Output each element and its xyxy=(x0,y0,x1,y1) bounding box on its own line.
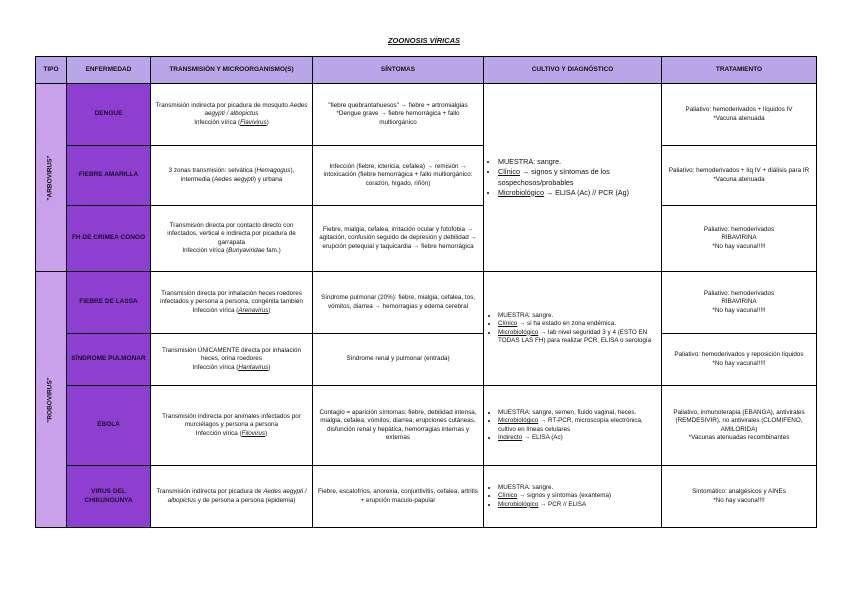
symptoms-cell: Síndrome pulmonar (20%): fiebre, mialgia, cefalea, tos, vómitos, diarrea → hemorragias y edema cerebral xyxy=(313,272,484,334)
treatment-cell: Paliativo: hemoderivados y reposición líquidos *No hay vacuna!!!!! xyxy=(662,334,817,386)
diagnosis-cell-arbovirus xyxy=(484,84,662,272)
treatment-cell: Sintomático: analgésicos y AINEs *No hay vacuna!!!! xyxy=(662,466,817,528)
treatment-cell: Paliativo: hemoderivados RIBAVIRINA *No hay vacuna!!!!! xyxy=(662,206,817,272)
transmission-cell: Transmisión directa por inhalación heces roedores infectados y persona a persona, congénita también Infección vírica (Arenavirus) xyxy=(151,272,313,334)
diagnosis-indirect: • Indirecto → ELISA (Ac) xyxy=(498,434,657,443)
treatment-cell: Paliativo: hemoderivados RIBAVIRINA *No hay vacuna!!!!! xyxy=(662,272,817,334)
table-row-lassa xyxy=(36,272,817,334)
header-tipo: TIPO xyxy=(36,57,67,84)
header-cultivo: CULTIVO Y DIAGNÓSTICO xyxy=(484,57,662,84)
diagnosis-clinical: • Clínico → si ha estado en zona endémica. xyxy=(498,320,657,329)
symptoms-cell: "fiebre quebrantahuesos" → fiebre + artromialgias *Dengue grave → fiebre hemorrágica + fallo multiorgánico xyxy=(313,84,484,146)
table-row-fiebre-amarilla xyxy=(36,146,817,206)
transmission-cell: Transmisión indirecta por picadura de Aedes aegypti / albopictus y de persona a persona (epidemia) xyxy=(151,466,313,528)
header-sintomas: SÍNTOMAS xyxy=(313,57,484,84)
diagnosis-clinical: • Clínico → signos y síntomas (exantema) xyxy=(498,492,657,501)
disease-name: FIEBRE AMARILLA xyxy=(67,146,151,206)
group-label: "ARBOVIRUS" xyxy=(46,154,54,201)
disease-name: FIEBRE DE LASSA xyxy=(67,272,151,334)
disease-name: ÉBOLA xyxy=(67,386,151,466)
group-robovirus xyxy=(36,272,67,528)
table-row-ebola xyxy=(36,386,817,466)
transmission-cell: 3 zonas transmisión: selvática (Hemagogus), intermedia (Aedes aegypti) y urbana xyxy=(151,146,313,206)
table-row-chikungunya xyxy=(36,466,817,528)
diagnosis-cell-ebola xyxy=(484,386,662,466)
treatment-cell: Paliativo: hemoderivados + líquidos IV *Vacuna atenuada xyxy=(662,84,817,146)
group-arbovirus xyxy=(36,84,67,272)
disease-name: FH DE CRIMEA CONGO xyxy=(67,206,151,272)
diagnosis-micro: • Microbiológico → lab nivel seguridad 3 y 4 (ESTO EN TODAS LAS FH) para realizar PCR, ELISA o serología xyxy=(498,329,657,346)
diagnosis-sample: • MUESTRA: sangre. xyxy=(498,157,657,167)
transmission-cell: Transmisión indirecta por animales infectados por murciélagos y persona a persona Infección vírica (Filovirus) xyxy=(151,386,313,466)
group-label: "ROBOVIRUS" xyxy=(46,376,54,423)
diagnosis-sample: • MUESTRA: sangre, semen, fluido vaginal, heces. xyxy=(498,409,657,418)
treatment-cell: Paliativo, inmunoterapia (EBANGA), antivirales (REMDESIVIR), no antivirales (CLOMIFENO, AMILORIDA) *Vacunas atenuadas recombinantes xyxy=(662,386,817,466)
disease-name: SÍNDROME PULMONAR xyxy=(67,334,151,386)
symptoms-cell: Fiebre, mialgia, cefalea, irritación ocular y fotofobia → agitación, confusión seguido de depresión y debilidad → erupción petequial y taquicardia → fiebre hemorrágica xyxy=(313,206,484,272)
transmission-cell: Transmisión ÚNICAMENTE directa por inhalación heces, orina roedores Infección vírica (Hantavirus) xyxy=(151,334,313,386)
symptoms-cell: Contagio = aparición síntomas: fiebre, debilidad intensa, mialgia, cefalea, vómitos, diarrea, erupciones cutáneas, disfunción renal y hepática, hemorragias internas y externas xyxy=(313,386,484,466)
symptoms-cell: Fiebre, escalofríos, anorexia, conjuntivitis, cefalea, artritis + erupción maculo-papular xyxy=(313,466,484,528)
table-row-sindrome-pulmonar xyxy=(36,334,817,386)
disease-name: VIRUS DEL CHIKUNGUNYA xyxy=(67,466,151,528)
treatment-cell: Paliativo: hemoderivados + líq IV + diálisis para IR *Vacuna atenuada xyxy=(662,146,817,206)
header-row xyxy=(36,57,817,84)
table-row-crimea-congo xyxy=(36,206,817,272)
disease-name: DENGUE xyxy=(67,84,151,146)
diagnosis-micro: • Microbiológico → PCR // ELISA xyxy=(498,501,657,510)
header-enfermedad: ENFERMEDAD xyxy=(67,57,151,84)
symptoms-cell: Infección (fiebre, ictericia, cefalea) → remisión → intoxicación (fiebre hemorrágica + fallo multiorgánico: corazón, hígado, riñón) xyxy=(313,146,484,206)
diagnosis-sample: • MUESTRA: sangre. xyxy=(498,312,657,321)
header-transmision: TRANSMISIÓN Y MICROORGANISMO(S) xyxy=(151,57,313,84)
table-row-dengue xyxy=(36,84,817,146)
page-title: ZOONOSIS VÍRICAS xyxy=(387,36,461,45)
diagnosis-sample: • MUESTRA: sangre. xyxy=(498,484,657,493)
diagnosis-cell-chikungunya xyxy=(484,466,662,528)
transmission-cell: Transmisión directa por contacto directo con infectados, vertical e indirecta por picadura de garrapata Infección vírica (Bunyaviridae fam.) xyxy=(151,206,313,272)
symptoms-cell: Síndrome renal y pulmonar (entrada) xyxy=(313,334,484,386)
zoonosis-table xyxy=(35,56,817,528)
diagnosis-micro: • Microbiológico → RT-PCR, microscopía electrónica, cultivo en líneas celulares xyxy=(498,417,657,434)
diagnosis-cell-lassa-sindrome xyxy=(484,272,662,386)
header-tratamiento: TRATAMIENTO xyxy=(662,57,817,84)
diagnosis-clinical: • Clínico → signos y síntomas de los sospechosos/probables xyxy=(498,167,657,187)
diagnosis-micro: • Microbiológico → ELISA (Ac) // PCR (Ag) xyxy=(498,188,657,198)
transmission-cell: Transmisión indirecta por picadura de mosquito Aedes aegypti / albopictus Infección vírica (Flavivirus) xyxy=(151,84,313,146)
